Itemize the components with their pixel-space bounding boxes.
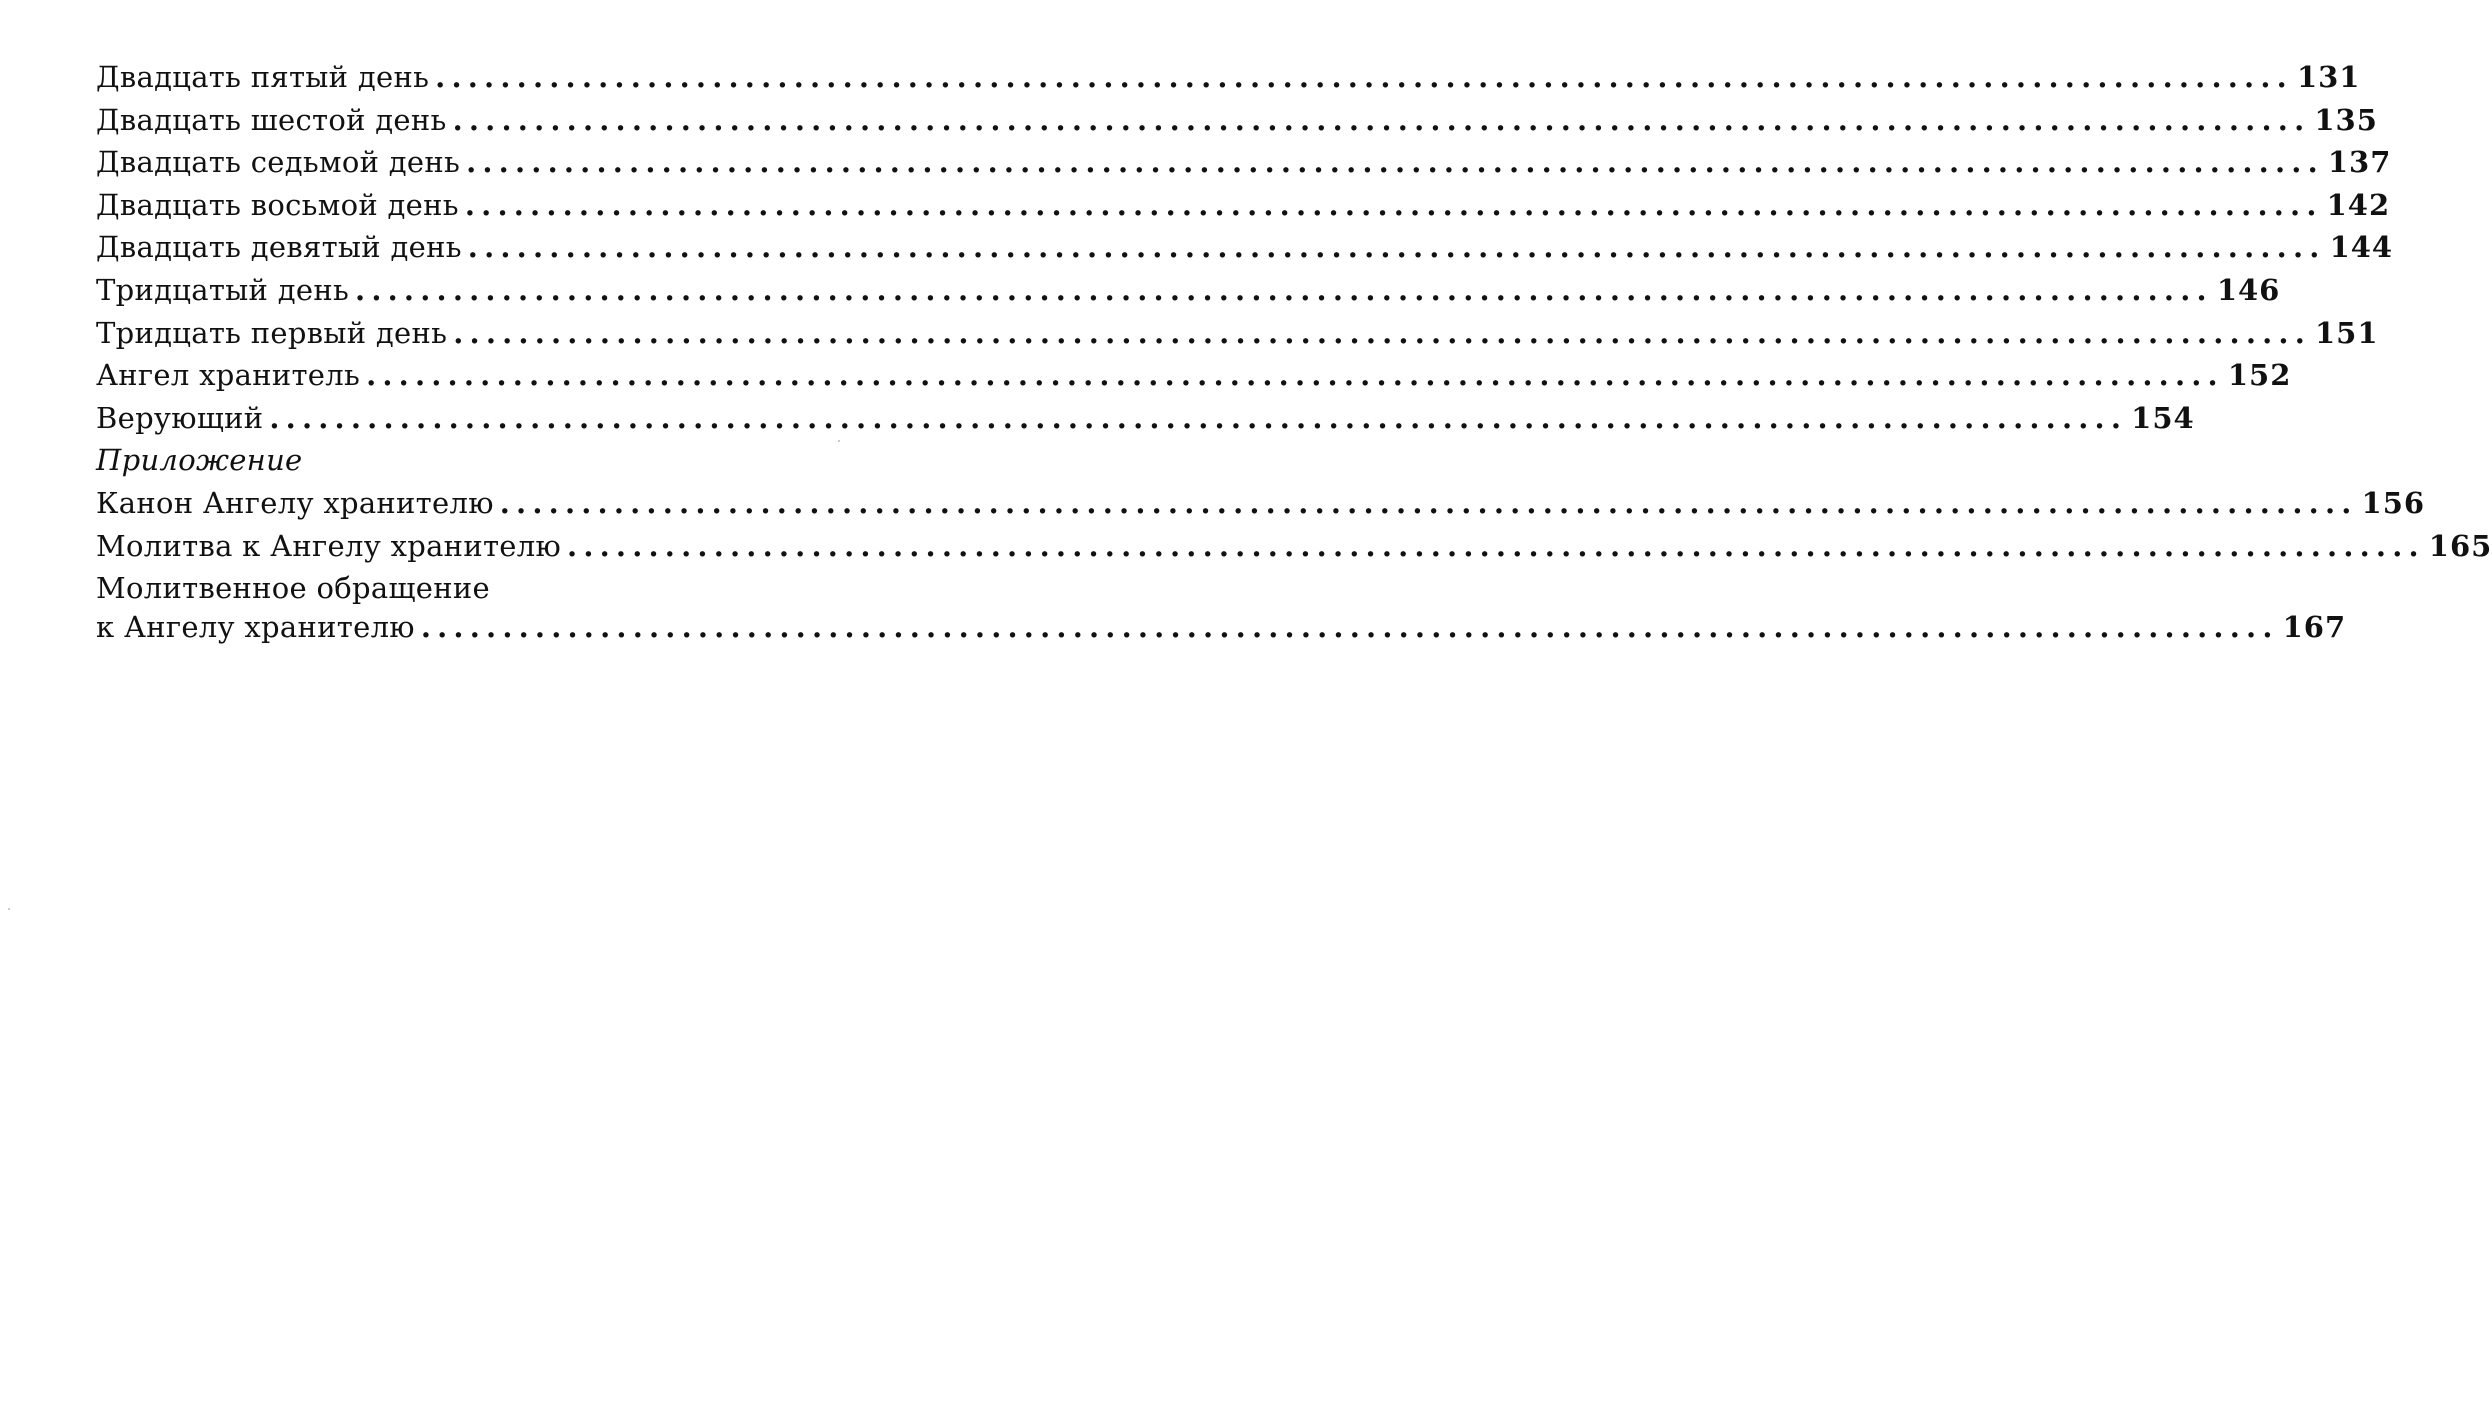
toc-entry [96,525,2492,568]
toc-entry-title-line1: Молитвенное обращение [96,571,490,606]
toc-entry-page: 131 [2296,60,2361,94]
toc-entry-title: Тридцать первый день [96,315,448,350]
toc-entry [96,397,2195,440]
toc-entry-title: Двадцать восьмой день [96,187,459,222]
toc-entry [96,226,2394,269]
toc-entry-line2 [96,607,2347,647]
toc-entry-page: 156 [2361,485,2426,520]
table-of-contents [96,56,2492,647]
dot-leader: .................................................................................................................. [420,610,2279,645]
toc-entry-title-line2: к Ангелу хранителю [96,610,415,645]
toc-entry-page: 135 [2314,102,2378,137]
toc-entry-title: Двадцать шестой день [96,102,447,137]
toc-entry-title: Ангел хранитель [96,358,361,393]
toc-entry [96,99,2378,142]
dot-leader: .................................................................................................................. [435,60,2293,94]
dot-leader: .................................................................................................................. [466,145,2324,180]
toc-entry [96,184,2391,227]
toc-entry-title: Двадцать пятый день [96,60,430,94]
appendix-heading: Приложение [96,443,303,478]
dot-leader: .................................................................................................................. [269,400,2128,435]
dot-leader: .................................................................................................................. [464,187,2323,222]
dot-leader: .................................................................................................................. [366,358,2224,393]
scan-speck [8,908,10,910]
scan-speck [838,440,840,442]
toc-entry-page: 152 [2227,358,2292,393]
toc-entry-page: 165 [2428,528,2492,563]
toc-entry-title: Тридцатый день [96,272,350,307]
dot-leader: .................................................................................................................. [499,485,2358,520]
toc-entry-page: 142 [2326,187,2391,222]
toc-entry [96,56,2361,99]
toc-entry-page: 151 [2315,315,2379,350]
toc-entry-title: Двадцать девятый день [96,230,462,265]
toc-entry-title: Верующий [96,400,264,435]
toc-entry-page: 146 [2216,272,2281,307]
toc-entry [96,482,2426,525]
dot-leader: .................................................................................................................. [452,102,2311,137]
toc-entry-title: Молитва к Ангелу хранителю [96,528,562,563]
toc-entry [96,141,2392,184]
toc-entry-title: Канон Ангелу хранителю [96,485,494,520]
toc-entry-multiline [96,567,2347,647]
toc-entry [96,312,2379,355]
toc-entry-page: 144 [2329,230,2394,265]
dot-leader: .................................................................................................................. [453,315,2311,350]
dot-leader: .................................................................................................................. [467,230,2326,265]
toc-entry-page: 137 [2327,145,2392,180]
toc-entry [96,269,2281,312]
toc-entry-title: Двадцать седьмой день [96,145,461,180]
dot-leader: .................................................................................................................. [355,272,2213,307]
dot-leader: .................................................................................................................. [567,528,2425,563]
toc-entry-page: 167 [2282,610,2347,645]
toc-entry-page: 154 [2131,400,2195,435]
toc-entry [96,354,2292,397]
